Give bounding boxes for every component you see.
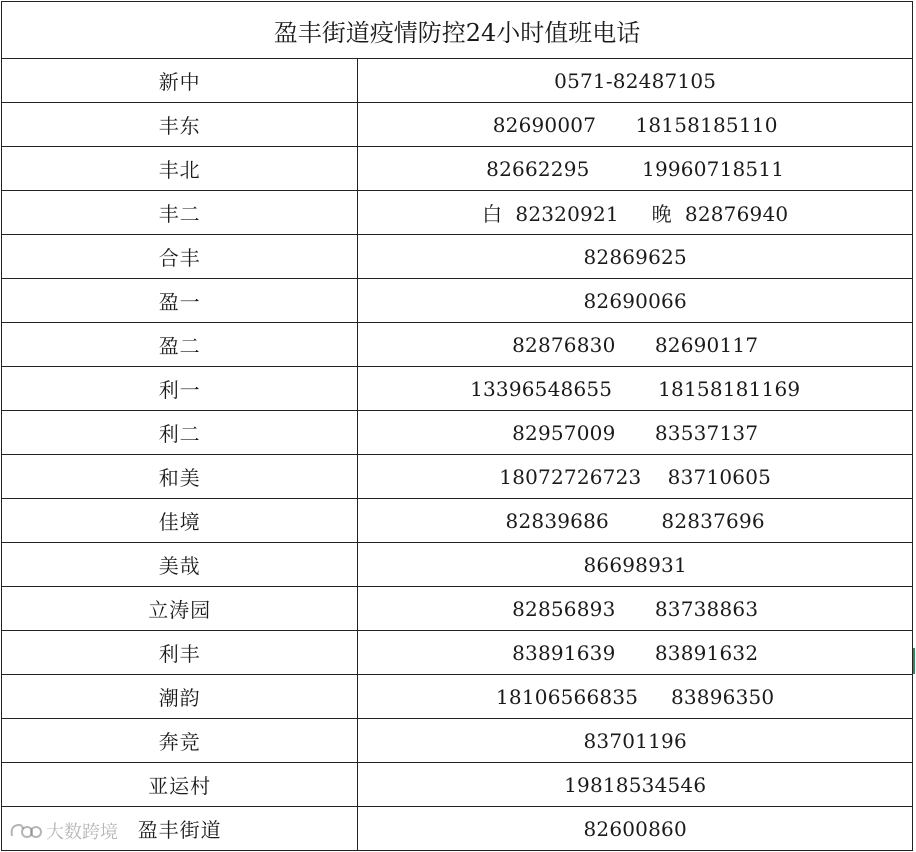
duty-phone-table [1,1,913,851]
duty-phone[interactable]: 86698931 [358,543,913,587]
duty-phone[interactable]: 19818534546 [358,763,913,807]
community-name[interactable]: 利一 [2,367,358,411]
duty-phone[interactable]: 82869625 [358,235,913,279]
community-name[interactable]: 新中 [2,59,358,103]
watermark [8,818,118,844]
community-name[interactable]: 盈丰街道 [2,807,358,851]
community-name[interactable]: 丰二 [2,191,358,235]
duty-phone[interactable]: 13396548655 18158181169 [358,367,913,411]
duty-phone[interactable]: 83891639 83891632 [358,631,913,675]
table-row [2,279,913,323]
duty-phone[interactable]: 82662295 19960718511 [358,147,913,191]
duty-phone[interactable]: 82957009 83537137 [358,411,913,455]
table-row [2,499,913,543]
community-name[interactable]: 丰东 [2,103,358,147]
duty-phone[interactable]: 18072726723 83710605 [358,455,913,499]
table-row [2,191,913,235]
table-row [2,455,913,499]
community-name[interactable]: 亚运村 [2,763,358,807]
community-name[interactable]: 盈二 [2,323,358,367]
duty-phone[interactable]: 0571-82487105 [358,59,913,103]
duty-phone[interactable]: 82690007 18158185110 [358,103,913,147]
table-row [2,411,913,455]
table-row [2,543,913,587]
duty-phone[interactable]: 白 82320921 晚 82876940 [358,191,913,235]
community-name[interactable]: 佳境 [2,499,358,543]
duty-phone[interactable]: 83701196 [358,719,913,763]
table-row [2,587,913,631]
table-row [2,675,913,719]
duty-phone[interactable]: 18106566835 83896350 [358,675,913,719]
community-name[interactable]: 和美 [2,455,358,499]
duty-phone[interactable]: 82839686 82837696 [358,499,913,543]
table-row [2,59,913,103]
table-row [2,147,913,191]
duty-phone[interactable]: 82690066 [358,279,913,323]
community-name[interactable]: 奔竞 [2,719,358,763]
table-row [2,719,913,763]
community-name[interactable]: 利丰 [2,631,358,675]
table-title: 盈丰街道疫情防控24小时值班电话 [2,2,913,59]
table-row [2,235,913,279]
duty-phone[interactable]: 82856893 83738863 [358,587,913,631]
community-name[interactable]: 立涛园 [2,587,358,631]
community-name[interactable]: 潮韵 [2,675,358,719]
duty-phone[interactable]: 82600860 [358,807,913,851]
watermark-logo-icon [8,820,42,842]
community-name[interactable]: 丰北 [2,147,358,191]
community-name[interactable]: 合丰 [2,235,358,279]
duty-phone[interactable]: 82876830 82690117 [358,323,913,367]
table-row [2,763,913,807]
table-row [2,323,913,367]
title-row [2,2,913,59]
community-name[interactable]: 盈一 [2,279,358,323]
watermark-text: 大数跨境 [46,822,118,843]
table-row [2,631,913,675]
community-name[interactable]: 利二 [2,411,358,455]
table-row [2,103,913,147]
table-row [2,367,913,411]
community-name[interactable]: 美哉 [2,543,358,587]
table-row [2,807,913,851]
